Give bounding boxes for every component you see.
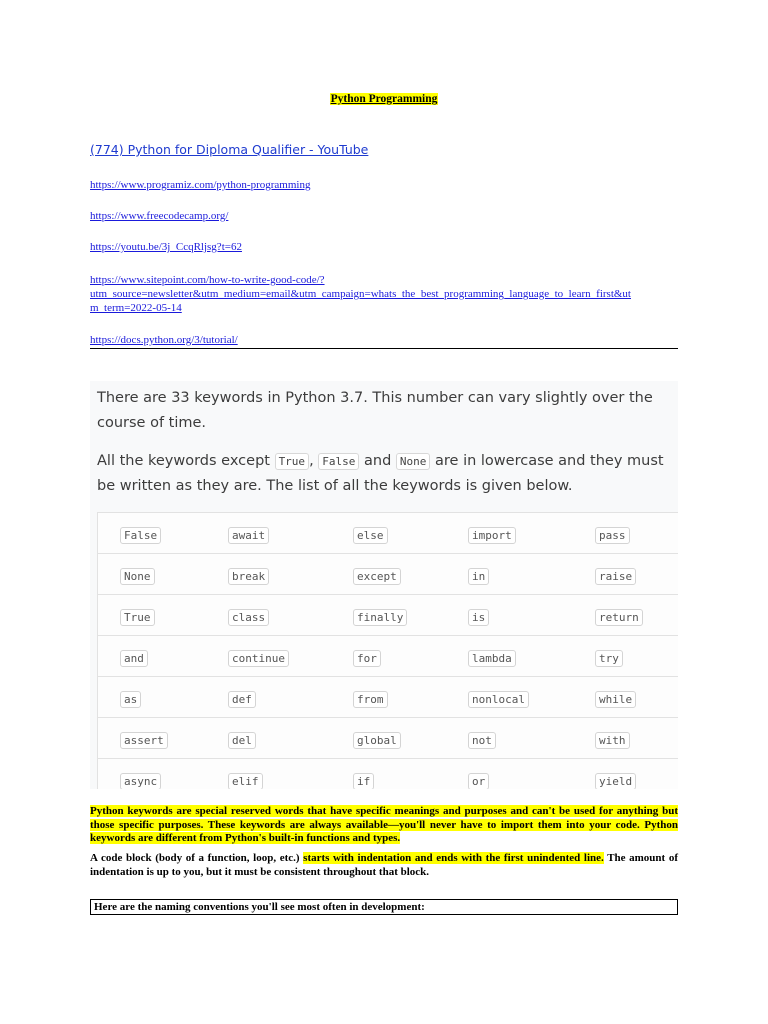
keyword-code: import [468,527,516,544]
keyword-code: while [595,691,636,708]
keyword-cell [468,565,489,584]
keyword-code: if [353,773,374,789]
keyword-code: is [468,609,489,626]
code-block-paragraph: A code block (body of a function, loop, etc.) starts with indentation and ends with the first unindented line. The amount of indentation is up to you, but it must be consistent throughout that block. [90,852,678,878]
keyword-code: False [120,527,161,544]
keyword-cell [228,688,256,707]
indentation-highlight: starts with indentation and ends with the first unindented line. [303,852,604,864]
keyword-cell [120,606,155,625]
python-docs-link[interactable]: https://docs.python.org/3/tutorial/ [90,334,238,346]
keyword-row [98,595,678,636]
keyword-row [98,636,678,677]
keyword-code: return [595,609,643,626]
keyword-code: not [468,732,496,749]
keyword-cell [468,524,516,543]
keyword-cell [468,688,529,707]
keyword-cell [228,770,263,789]
keyword-row [98,513,678,554]
keyword-code: as [120,691,141,708]
keyword-cell [468,729,496,748]
keyword-cell [595,647,623,666]
keyword-cell [228,729,256,748]
keyword-code: class [228,609,269,626]
keywords-paragraph: Python keywords are special reserved words that have specific meanings and purposes and can't be used for anything but those specific purposes. These keywords are always available—you'll never have to import them into your code. Python keywords are different from Python's built-in functions and types. [90,805,678,844]
keyword-code: in [468,568,489,585]
keyword-cell [120,647,148,666]
keyword-code: try [595,650,623,667]
keyword-cell [468,606,489,625]
keyword-cell [120,565,155,584]
keyword-row [98,554,678,595]
keyword-code: and [120,650,148,667]
inline-code-true: True [275,453,310,470]
keyword-cell [595,524,630,543]
keyword-code: lambda [468,650,516,667]
keywords-screenshot [90,381,678,789]
keyword-code: nonlocal [468,691,529,708]
keyword-cell [120,688,141,707]
keyword-code: with [595,732,630,749]
keyword-cell [595,606,643,625]
keyword-cell [228,524,269,543]
keywords-intro: There are 33 keywords in Python 3.7. This number can vary slightly over the course of time. [97,390,653,431]
keyword-code: finally [353,609,407,626]
keyword-row [98,718,678,759]
keyword-code: True [120,609,155,626]
keywords-sentence: All the keywords except True , False and None are in lowercase and they must be written as they are. The list of all the keywords is given below. [97,453,664,494]
keyword-cell [353,565,401,584]
keyword-cell [228,565,269,584]
youtube-short-link[interactable]: https://youtu.be/3j_CcqRljsg?t=62 [90,241,242,253]
keywords-table [97,512,678,789]
keyword-code: continue [228,650,289,667]
keyword-code: except [353,568,401,585]
keyword-cell [468,647,516,666]
keyword-cell [468,770,489,789]
keyword-cell [353,688,388,707]
keyword-cell [595,770,636,789]
keyword-code: or [468,773,489,789]
keyword-cell [228,647,289,666]
keyword-cell [353,729,401,748]
divider [90,348,678,349]
keyword-code: for [353,650,381,667]
keyword-row [98,677,678,718]
keyword-code: yield [595,773,636,789]
keyword-cell [120,524,161,543]
page-title: Python Programming [330,93,438,105]
keyword-code: def [228,691,256,708]
keyword-code: await [228,527,269,544]
keyword-code: break [228,568,269,585]
keyword-cell [353,606,407,625]
keyword-cell [120,729,168,748]
keyword-cell [353,770,374,789]
keyword-code: else [353,527,388,544]
youtube-link[interactable]: (774) Python for Diploma Qualifier - YouTube [90,142,369,157]
keyword-cell [228,606,269,625]
keyword-code: pass [595,527,630,544]
sitepoint-link[interactable]: https://www.sitepoint.com/how-to-write-good-code/? utm_source=newsletter&utm_medium=email&utm_campaign=whats_the_best_programming_language_to_learn_first&ut m_term=2022-05-14 [90,274,631,314]
keyword-cell [120,770,161,789]
programiz-link[interactable]: https://www.programiz.com/python-programming [90,179,311,191]
keyword-code: raise [595,568,636,585]
keyword-code: del [228,732,256,749]
keyword-cell [595,688,636,707]
keyword-cell [353,647,381,666]
keyword-code: None [120,568,155,585]
keyword-code: elif [228,773,263,789]
freecodecamp-link[interactable]: https://www.freecodecamp.org/ [90,210,229,222]
keyword-cell [353,524,388,543]
keyword-cell [595,565,636,584]
keyword-code: from [353,691,388,708]
inline-code-false: False [318,453,359,470]
keyword-cell [595,729,630,748]
keyword-code: async [120,773,161,789]
inline-code-none: None [396,453,431,470]
keyword-code: global [353,732,401,749]
keyword-code: assert [120,732,168,749]
naming-conventions-heading: Here are the naming conventions you'll see most often in development: [90,899,678,915]
keyword-row [98,759,678,789]
